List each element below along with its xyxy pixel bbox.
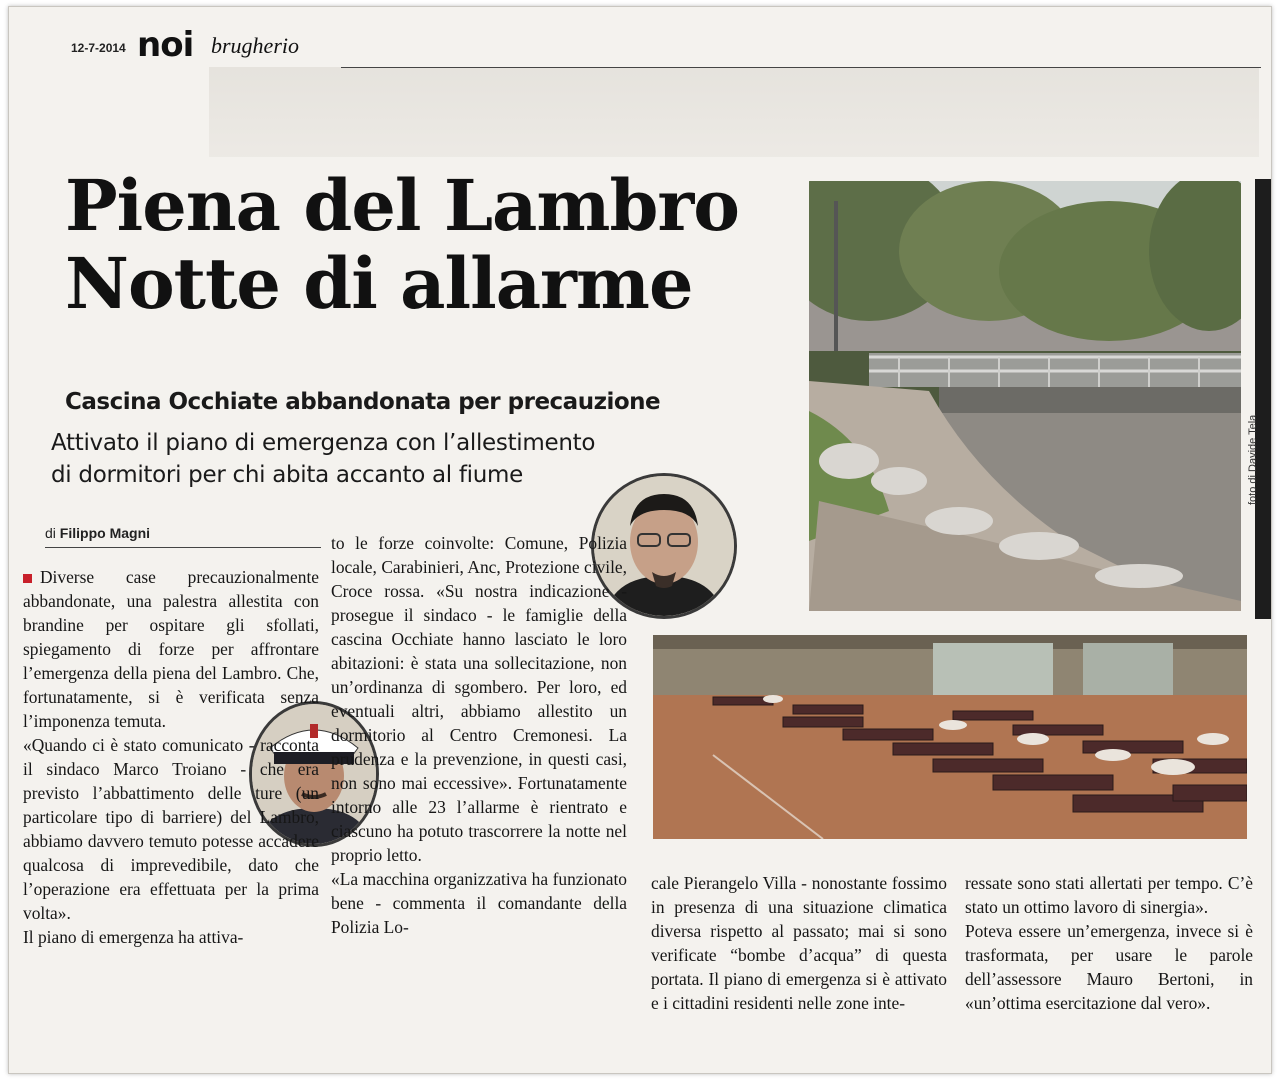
paragraph: «La macchina organizzativa ha funzionato bene - commenta il comandante della Polizia Lo- <box>331 869 627 937</box>
byline-author: Filippo Magni <box>59 525 151 541</box>
paragraph-text: Diverse case precauzionalmente abbandonate, una palestra allestita con brandine per ospitare gli sfollati, spiegamento di forze per affrontare l’emergenza della piena del Lambro. Che, fortunatamente, si è verificata senza l’imponenza temuta. <box>23 567 319 731</box>
section-marker-icon <box>23 574 32 583</box>
byline-prefix: di <box>45 525 56 541</box>
gym-dormitory-photo <box>653 635 1247 839</box>
deck-line-2: di dormitori per chi abita accanto al fiume <box>51 462 523 488</box>
headline-line-1: Piena del Lambro <box>65 164 739 247</box>
masthead-rule <box>341 67 1261 68</box>
article-column-1 <box>23 565 319 949</box>
photo-credit: foto di Davide Tela <box>1247 414 1259 505</box>
article-column-3 <box>651 871 947 1015</box>
newspaper-page <box>8 6 1272 1074</box>
byline <box>45 525 321 548</box>
issue-date: 12-7-2014 <box>71 41 126 55</box>
paragraph: «Quando ci è stato comunicato - racconta il sindaco Marco Troiano - che era previsto l’abbattimento delle ture (un particolare tipo di barriere) del Lambro, abbiamo davvero temuto potesse accadere qualcosa di imprevedibile, dato che l’operazione era effettuata per la prima volta». <box>23 735 319 923</box>
adjacent-column-edge <box>1255 179 1271 619</box>
river-scene <box>809 181 1241 611</box>
headline <box>65 164 825 325</box>
paragraph: Poteva essere un’emergenza, invece si è trasformata, per usare le parole dell’assessore Mauro Bertoni, in «un’ottima esercitazione dal vero». <box>965 921 1253 1013</box>
show-through-band <box>209 67 1259 157</box>
paragraph: ressate sono stati allertati per tempo. C’è stato un ottimo lavoro di sinergia». <box>965 873 1253 917</box>
masthead <box>71 27 1251 67</box>
paragraph: to le forze coinvolte: Comune, Polizia locale, Carabinieri, Anc, Protezione civile, Croce rossa. «Su nostra indicazione - prosegue il sindaco - le famiglie della cascina Occhiate hanno lasciato le loro abitazioni: è stata una sollecitazione, non un’ordinanza di sgombero. Per loro, ed eventuali altri, abbiamo allestito un dormitorio al Centro Cremonesi. La prudenza e la prevenzione, in questi casi, non sono mai eccessive». Fortunatamente intorno alle 23 l’allarme è rientrato e ciascuno ha potuto trascorrere la notte nel proprio letto. <box>331 533 627 865</box>
newspaper-town-logo: brugherio <box>211 33 299 58</box>
subheadline: Cascina Occhiate abbandonata per precauzione <box>65 389 661 415</box>
deck-line-1: Attivato il piano di emergenza con l’allestimento <box>51 430 596 456</box>
paragraph: cale Pierangelo Villa - nonostante fossimo in presenza di una situazione climatica diversa rispetto al passato; mai si sono verificate “bombe d’acqua” di questa portata. Il piano di emergenza si è attivato e i cittadini residenti nelle zone inte- <box>651 873 947 1013</box>
article-column-2 <box>331 531 627 939</box>
river-photo <box>809 181 1241 611</box>
article-column-4 <box>965 871 1253 1015</box>
paragraph: Il piano di emergenza ha attiva- <box>23 927 244 947</box>
paragraph <box>23 565 319 733</box>
headline-line-2: Notte di allarme <box>65 242 693 325</box>
newspaper-logo: noi <box>137 25 194 65</box>
gym-scene <box>653 635 1247 839</box>
